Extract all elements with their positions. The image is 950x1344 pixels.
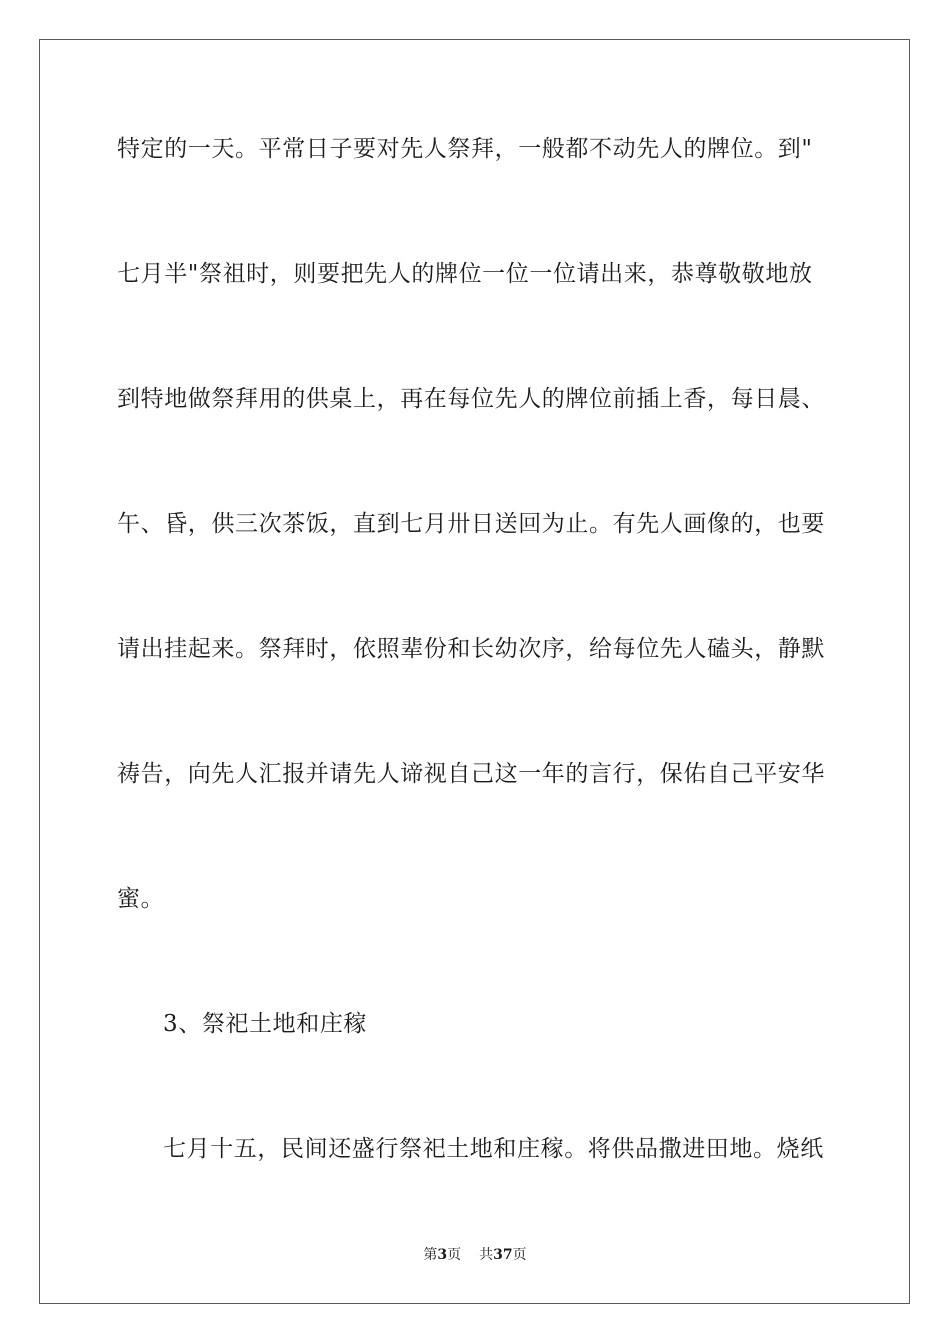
total-pages: 37 bbox=[493, 1247, 513, 1263]
text-line-7: 蜜。 bbox=[117, 886, 165, 912]
total-suffix: 页 bbox=[512, 1247, 527, 1263]
text-line-4: 午、昏，供三次茶饭，直到七月卅日送回为止。有先人画像的，也要 bbox=[117, 511, 825, 537]
page-prefix: 第 bbox=[423, 1247, 438, 1263]
text-line-1: 特定的一天。平常日子要对先人祭拜，一般都不动先人的牌位。到" bbox=[117, 136, 813, 162]
text-line-3: 到特地做祭拜用的供桌上，再在每位先人的牌位前插上香，每日晨、 bbox=[117, 386, 825, 412]
page-suffix: 页 bbox=[447, 1247, 462, 1263]
text-line-5: 请出挂起来。祭拜时，依照辈份和长幼次序，给每位先人磕头，静默 bbox=[117, 636, 825, 662]
page-footer bbox=[0, 1245, 950, 1265]
paragraph-first-line: 七月十五，民间还盛行祭祀土地和庄稼。将供品撒进田地。烧纸 bbox=[163, 1136, 824, 1162]
section-heading: 3、祭祀土地和庄稼 bbox=[163, 1011, 368, 1037]
page-number: 3 bbox=[437, 1247, 448, 1263]
text-line-6: 祷告，向先人汇报并请先人谛视自己这一年的言行，保佑自己平安华 bbox=[117, 761, 825, 787]
page-border bbox=[39, 39, 910, 1304]
total-prefix: 共 bbox=[479, 1247, 494, 1263]
text-line-2: 七月半"祭祖时，则要把先人的牌位一位一位请出来，恭尊敬敬地放 bbox=[117, 261, 813, 287]
